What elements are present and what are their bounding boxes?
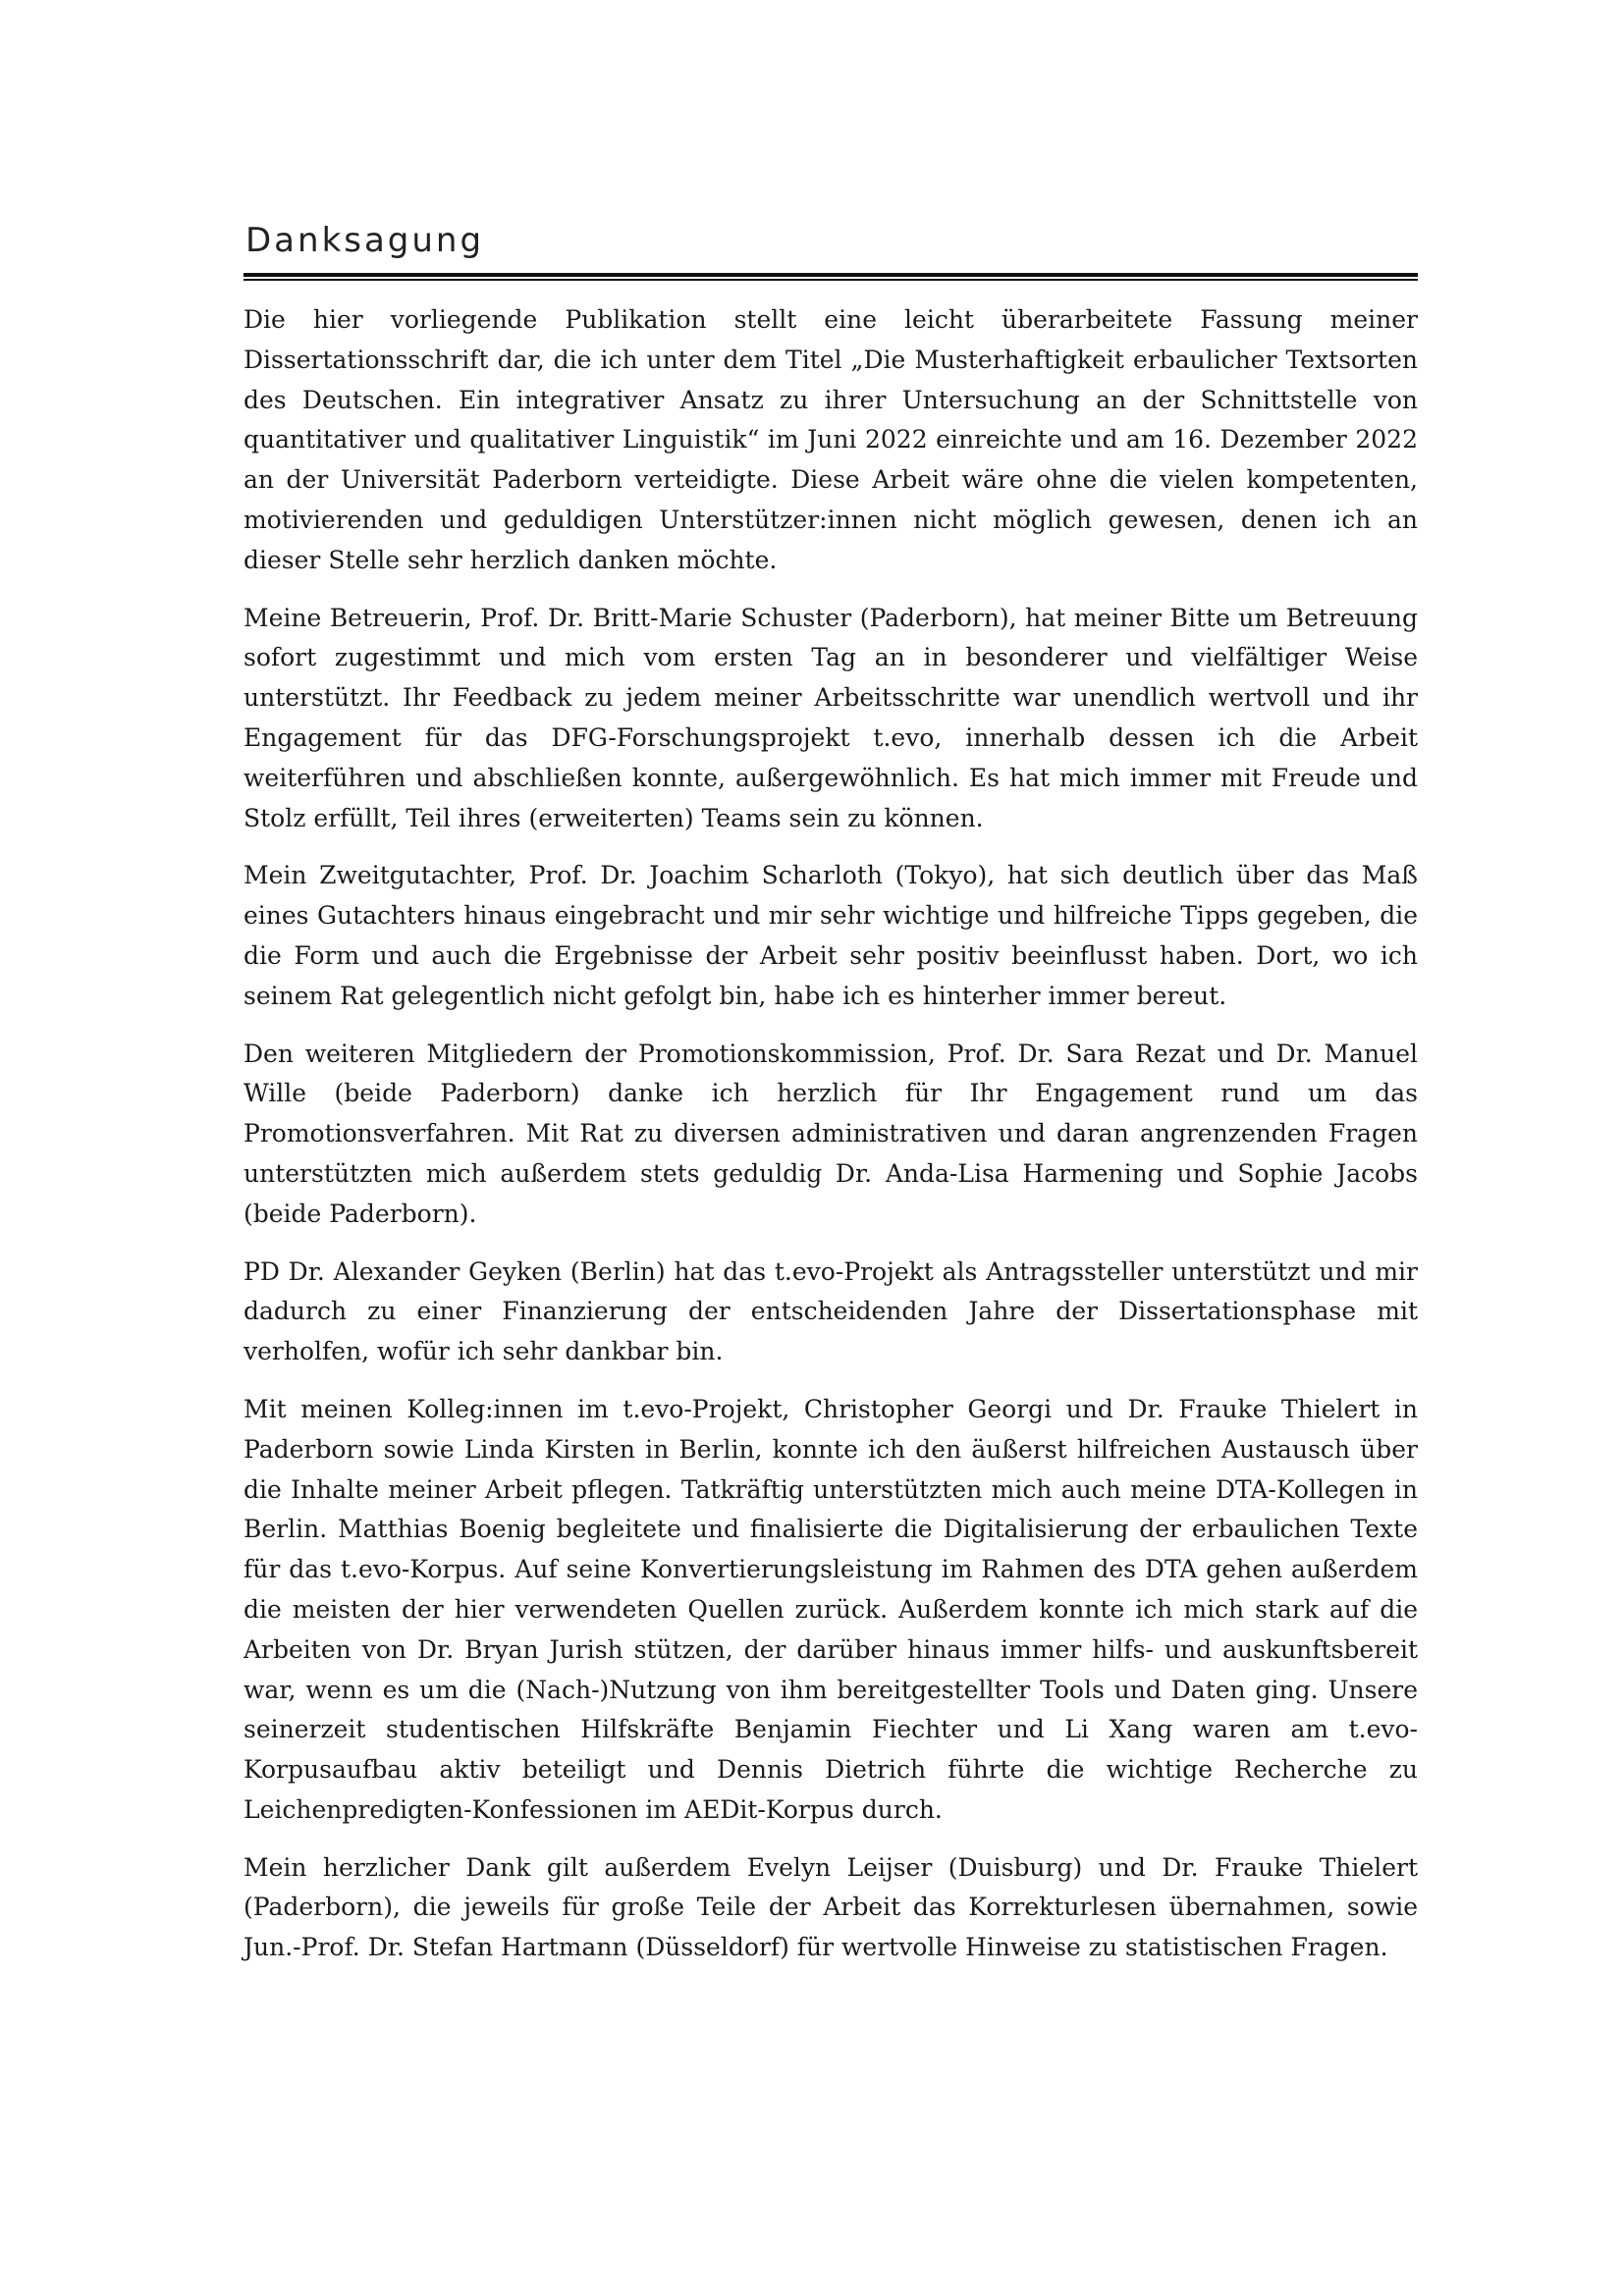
title-double-rule [244, 273, 1418, 281]
paragraph-colleagues: Mit meinen Kolleg:innen im t.evo-Projekt, Christopher Georgi und Dr. Frauke Thielert in Paderborn sowie Linda Kirsten in Berlin, konnte ich den äußerst hilfreichen Austausch über die Inhalte meiner Arbeit pflegen. Tatkräftig unterstützten mich auch meine DTA-Kollegen in Berlin. Matthias Boenig begleitete und finalisierte die Digitalisierung der erbaulichen Texte für das t.evo-Korpus. Auf seine Konvertierungsleistung im Rahmen des DTA gehen außerdem die meisten der hier verwendeten Quellen zurück. Außerdem konnte ich mich stark auf die Arbeiten von Dr. Bryan Jurish stützen, der darüber hinaus immer hilfs- und auskunftsbereit war, wenn es um die (Nach-)Nutzung von ihm bereitgestellter Tools und Daten ging. Unsere seinerzeit studentischen Hilfskräfte Benjamin Fiechter und Li Xang waren am t.evo-Korpusaufbau aktiv beteiligt und Dennis Dietrich führte die wichtige Recherche zu Leichenpredigten-Konfessionen im AEDit-Korpus durch. [244, 1394, 1418, 1824]
paragraph-committee: Den weiteren Mitgliedern der Promotionskommission, Prof. Dr. Sara Rezat und Dr. Manuel Wille (beide Paderborn) danke ich herzlich für Ihr Engagement rund um das Promotionsverfahren. Mit Rat zu diversen administrativen und daran angrenzenden Fragen unterstützten mich außerdem stets geduldig Dr. Anda-Lisa Harmening und Sophie Jacobs (beide Paderborn). [244, 1039, 1418, 1228]
paragraph-proofreading: Mein herzlicher Dank gilt außerdem Evelyn Leijser (Duisburg) und Dr. Frauke Thielert (Paderborn), die jeweils für große Teile der Arbeit das Korrekturlesen übernahmen, sowie Jun.-Prof. Dr. Stefan Hartmann (Düsseldorf) für wertvolle Hinweise zu statistischen Fragen. [244, 1852, 1418, 1962]
page-title: Danksagung [245, 221, 485, 260]
page-content [244, 218, 1418, 1986]
paragraph-second-reviewer: Mein Zweitgutachter, Prof. Dr. Joachim Scharloth (Tokyo), hat sich deutlich über das Maß eines Gutachters hinaus eingebracht und mir sehr wichtige und hilfreiche Tipps gegeben, die die Form und auch die Ergebnisse der Arbeit sehr positiv beeinflusst haben. Dort, wo ich seinem Rat gelegentlich nicht gefolgt bin, habe ich es hinterher immer bereut. [244, 861, 1418, 1010]
paragraph-supervisor: Meine Betreuerin, Prof. Dr. Britt-Marie Schuster (Paderborn), hat meiner Bitte um Betreuung sofort zugestimmt und mich vom ersten Tag an in besonderer und vielfältiger Weise unterstützt. Ihr Feedback zu jedem meiner Arbeitsschritte war unendlich wertvoll und ihr Engagement für das DFG-Forschungsprojekt t.evo, innerhalb dessen ich die Arbeit weiterführen und abschließen konnte, außergewöhnlich. Es hat mich immer mit Freude und Stolz erfüllt, Teil ihres (erweiterten) Teams sein zu können. [244, 603, 1418, 832]
title-rule-thick [244, 273, 1418, 277]
title-rule-thin [244, 279, 1418, 281]
paragraph-funding: PD Dr. Alexander Geyken (Berlin) hat das t.evo-Projekt als Antragssteller unterstützt und mir dadurch zu einer Finanzierung der entscheidenden Jahre der Dissertationsphase mit verholfen, wofür ich sehr dankbar bin. [244, 1256, 1418, 1366]
paragraph-dissertation-intro: Die hier vorliegende Publikation stellt eine leicht überarbeitete Fassung meiner Dissertationsschrift dar, die ich unter dem Titel „Die Musterhaftigkeit erbaulicher Textsorten des Deutschen. Ein integrativer Ansatz zu ihrer Untersuchung an der Schnittstelle von quantitativer und qualitativer Linguistik“ im Juni 2022 einreichte und am 16. Dezember 2022 an der Universität Paderborn verteidigte. Diese Arbeit wäre ohne die vielen kompetenten, motivierenden und geduldigen Unterstützer:innen nicht möglich gewesen, denen ich an dieser Stelle sehr herzlich danken möchte. [244, 305, 1418, 574]
